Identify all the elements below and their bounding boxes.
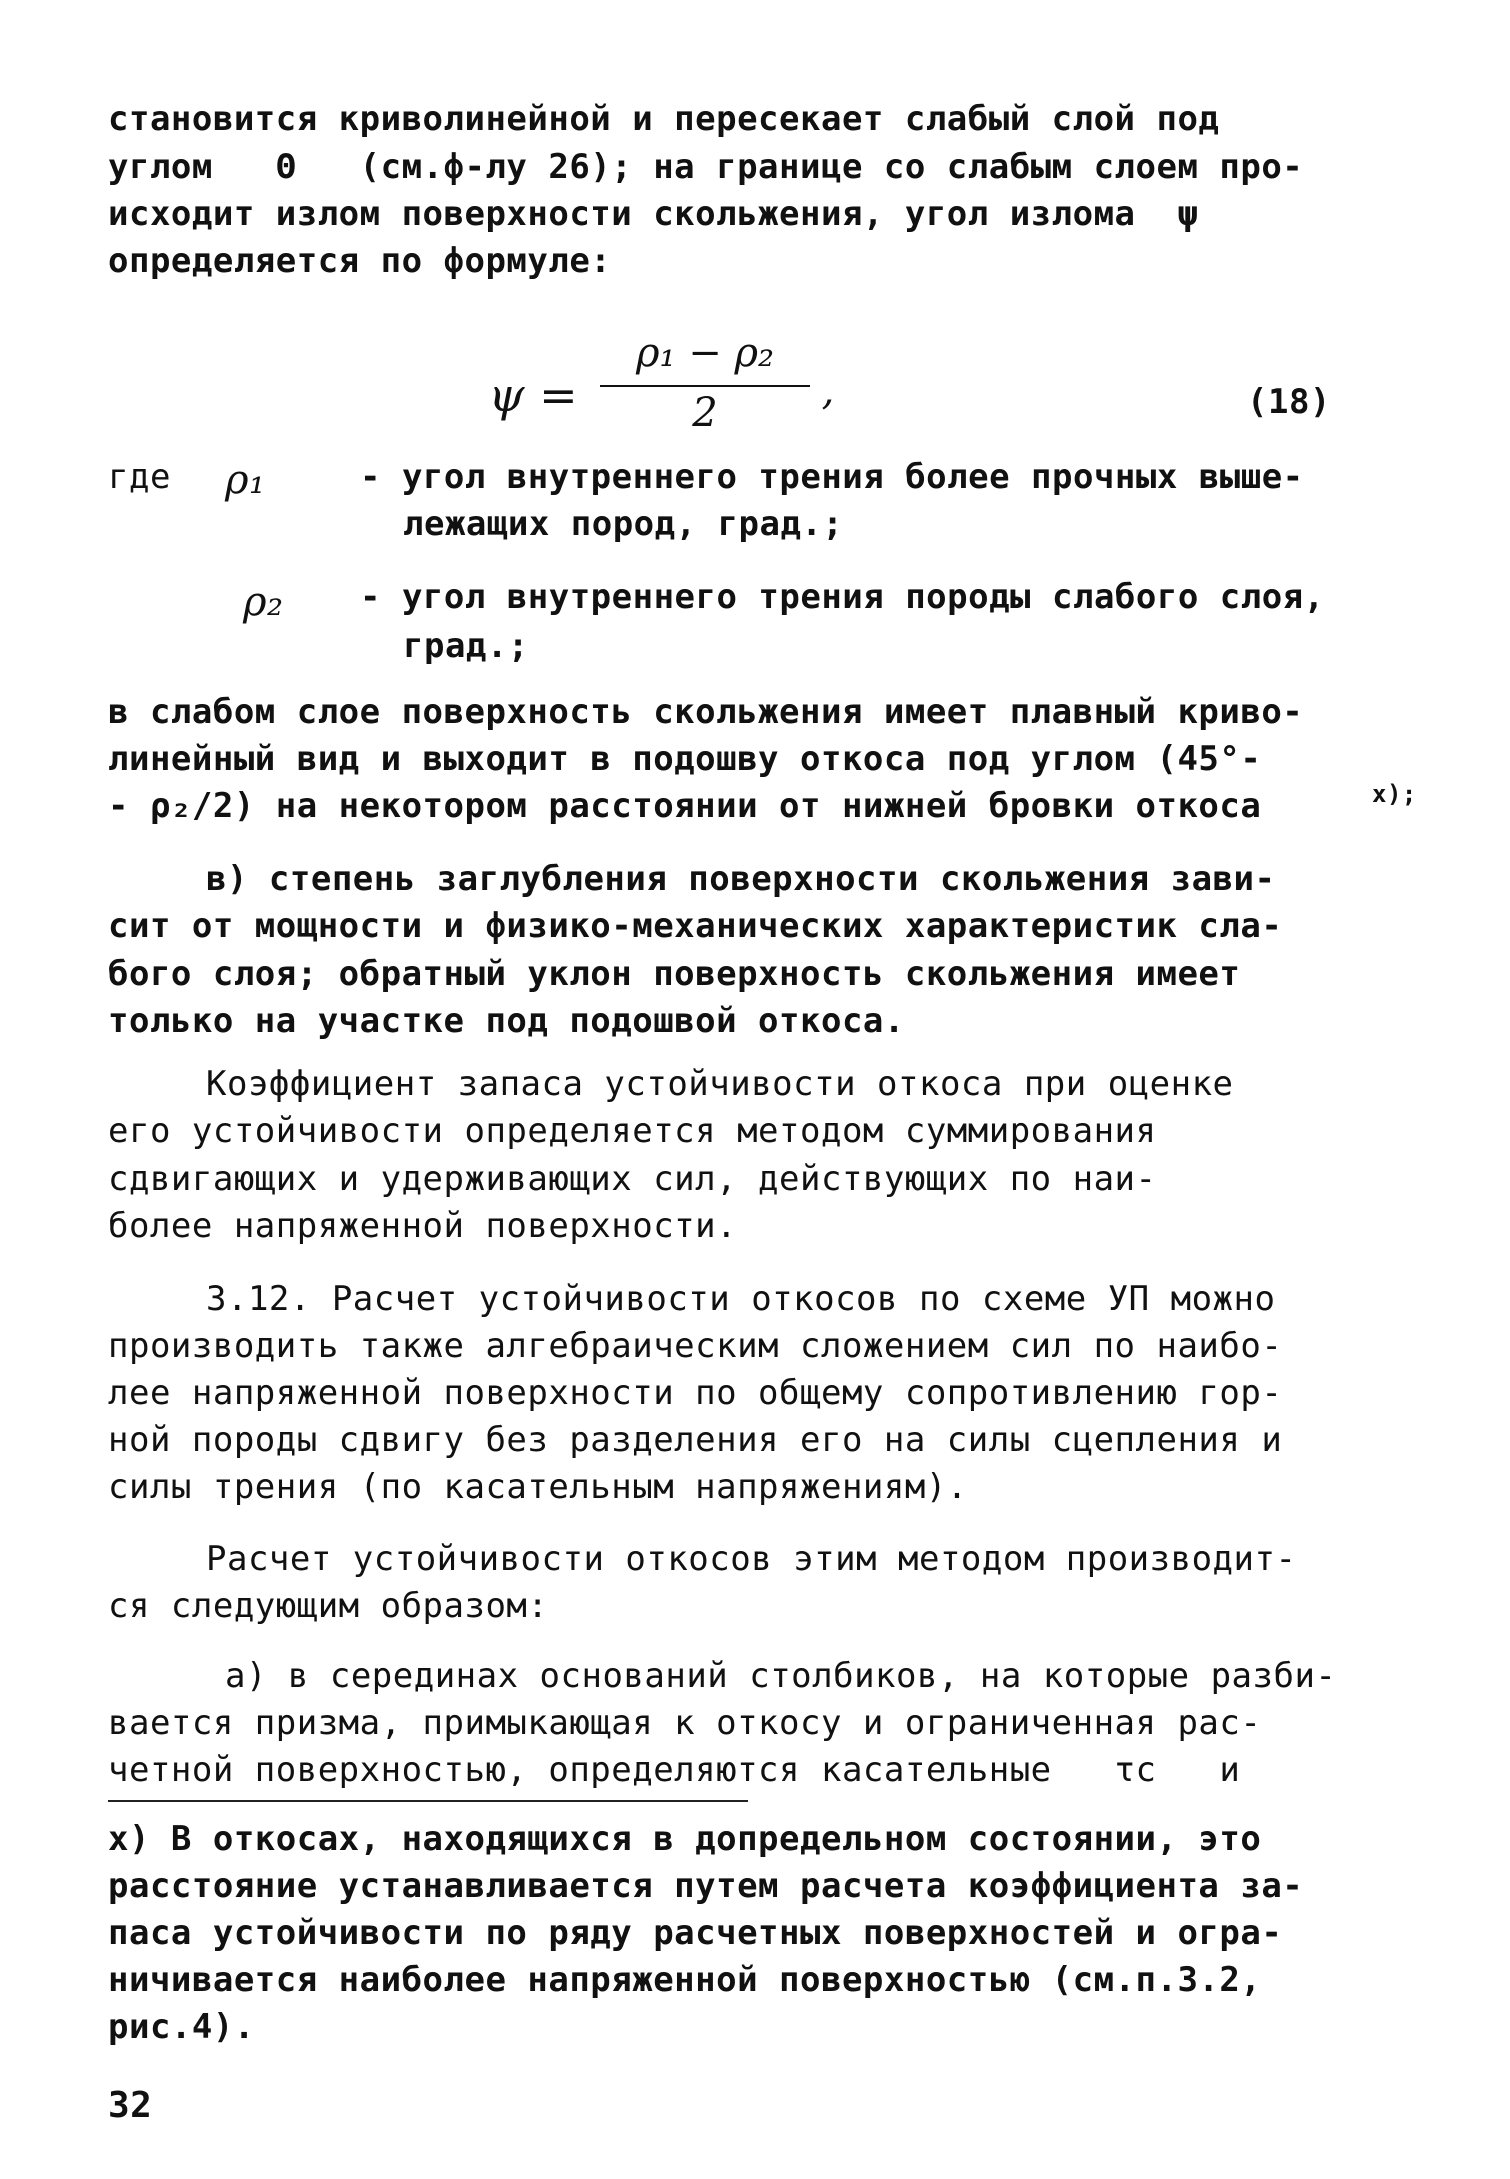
where-symbol-rho2: ρ₂ <box>243 579 284 625</box>
p5-line-5: силы трения (по касательным напряжениям). <box>108 1467 968 1507</box>
footnote-line-4: ничивается наиболее напряженной поверхностью (см.п.3.2, <box>108 1960 1262 2000</box>
p1-line-1: становится криволинейной и пересекает слабый слой под <box>108 99 1220 139</box>
p2-line-1: в слабом слое поверхность скольжения имеет плавный криво- <box>108 692 1304 732</box>
fraction-bar <box>600 385 810 387</box>
where-rho1-line-1: - угол внутреннего трения более прочных выше- <box>360 457 1304 497</box>
footnote-marker: x); <box>1372 780 1417 808</box>
where-label: где <box>108 457 171 497</box>
formula-lhs: ψ = <box>488 368 578 422</box>
p7-line-2: вается призма, примыкающая к откосу и ограниченная рас- <box>108 1703 1262 1743</box>
p3-line-2: сит от мощности и физико-механических характеристик сла- <box>108 906 1283 946</box>
where-rho1-line-2: лежащих пород, град.; <box>403 504 844 544</box>
p5-line-3: лее напряженной поверхности по общему сопротивлению гор- <box>108 1373 1283 1413</box>
p2-line-2: линейный вид и выходит в подошву откоса под углом (45°- <box>108 739 1262 779</box>
p3-line-3: бого слоя; обратный уклон поверхность скольжения имеет <box>108 954 1241 994</box>
footnote-line-2: расстояние устанавливается путем расчета коэффициента за- <box>108 1866 1304 1906</box>
p1-line-2: углом Θ (см.ф-лу 26); на границе со слабым слоем про- <box>108 147 1304 187</box>
p4-line-2: его устойчивости определяется методом суммирования <box>108 1111 1157 1151</box>
formula-comma: , <box>821 368 835 414</box>
p2-line-3: - ρ₂/2) на некотором расстоянии от нижней бровки откоса <box>108 786 1262 826</box>
p5-line-2: производить также алгебраическим сложением сил по наибо- <box>108 1326 1283 1366</box>
p5-line-4: ной породы сдвигу без разделения его на силы сцепления и <box>108 1420 1283 1460</box>
p1-line-3: исходит излом поверхности скольжения, угол излома ψ <box>108 194 1199 234</box>
p4-line-4: более напряженной поверхности. <box>108 1206 738 1246</box>
footnote-line-5: рис.4). <box>108 2007 255 2047</box>
p7-line-3: четной поверхностью, определяются касательные τс и <box>108 1750 1241 1790</box>
p3-line-4: только на участке под подошвой откоса. <box>108 1001 905 1041</box>
where-rho2-line-2: град.; <box>403 626 529 666</box>
formula-denominator: 2 <box>692 390 718 436</box>
p1-line-4: определяется по формуле: <box>108 241 612 281</box>
p7-line-1: а) в серединах оснований столбиков, на которые разби- <box>225 1656 1337 1696</box>
p3-line-1: в) степень заглубления поверхности скольжения зави- <box>206 859 1276 899</box>
p4-line-3: сдвигающих и удерживающих сил, действующих по наи- <box>108 1159 1157 1199</box>
p4-line-1: Коэффициент запаса устойчивости откоса при оценке <box>206 1064 1234 1104</box>
where-rho2-line-1: - угол внутреннего трения породы слабого слоя, <box>360 577 1325 617</box>
formula-numerator: ρ₁ − ρ₂ <box>635 330 775 376</box>
where-symbol-rho1: ρ₁ <box>225 457 266 503</box>
footnote-divider <box>108 1800 748 1802</box>
p6-line-2: ся следующим образом: <box>108 1586 549 1626</box>
formula-number: (18) <box>1247 382 1331 422</box>
p6-line-1: Расчет устойчивости откосов этим методом производит- <box>206 1539 1297 1579</box>
page-number: 32 <box>108 2085 153 2126</box>
p5-line-1: 3.12. Расчет устойчивости откосов по схеме УП можно <box>206 1279 1276 1319</box>
footnote-line-3: паса устойчивости по ряду расчетных поверхностей и огра- <box>108 1913 1283 1953</box>
footnote-line-1: x) В откосах, находящихся в допредельном состоянии, это <box>108 1819 1262 1859</box>
